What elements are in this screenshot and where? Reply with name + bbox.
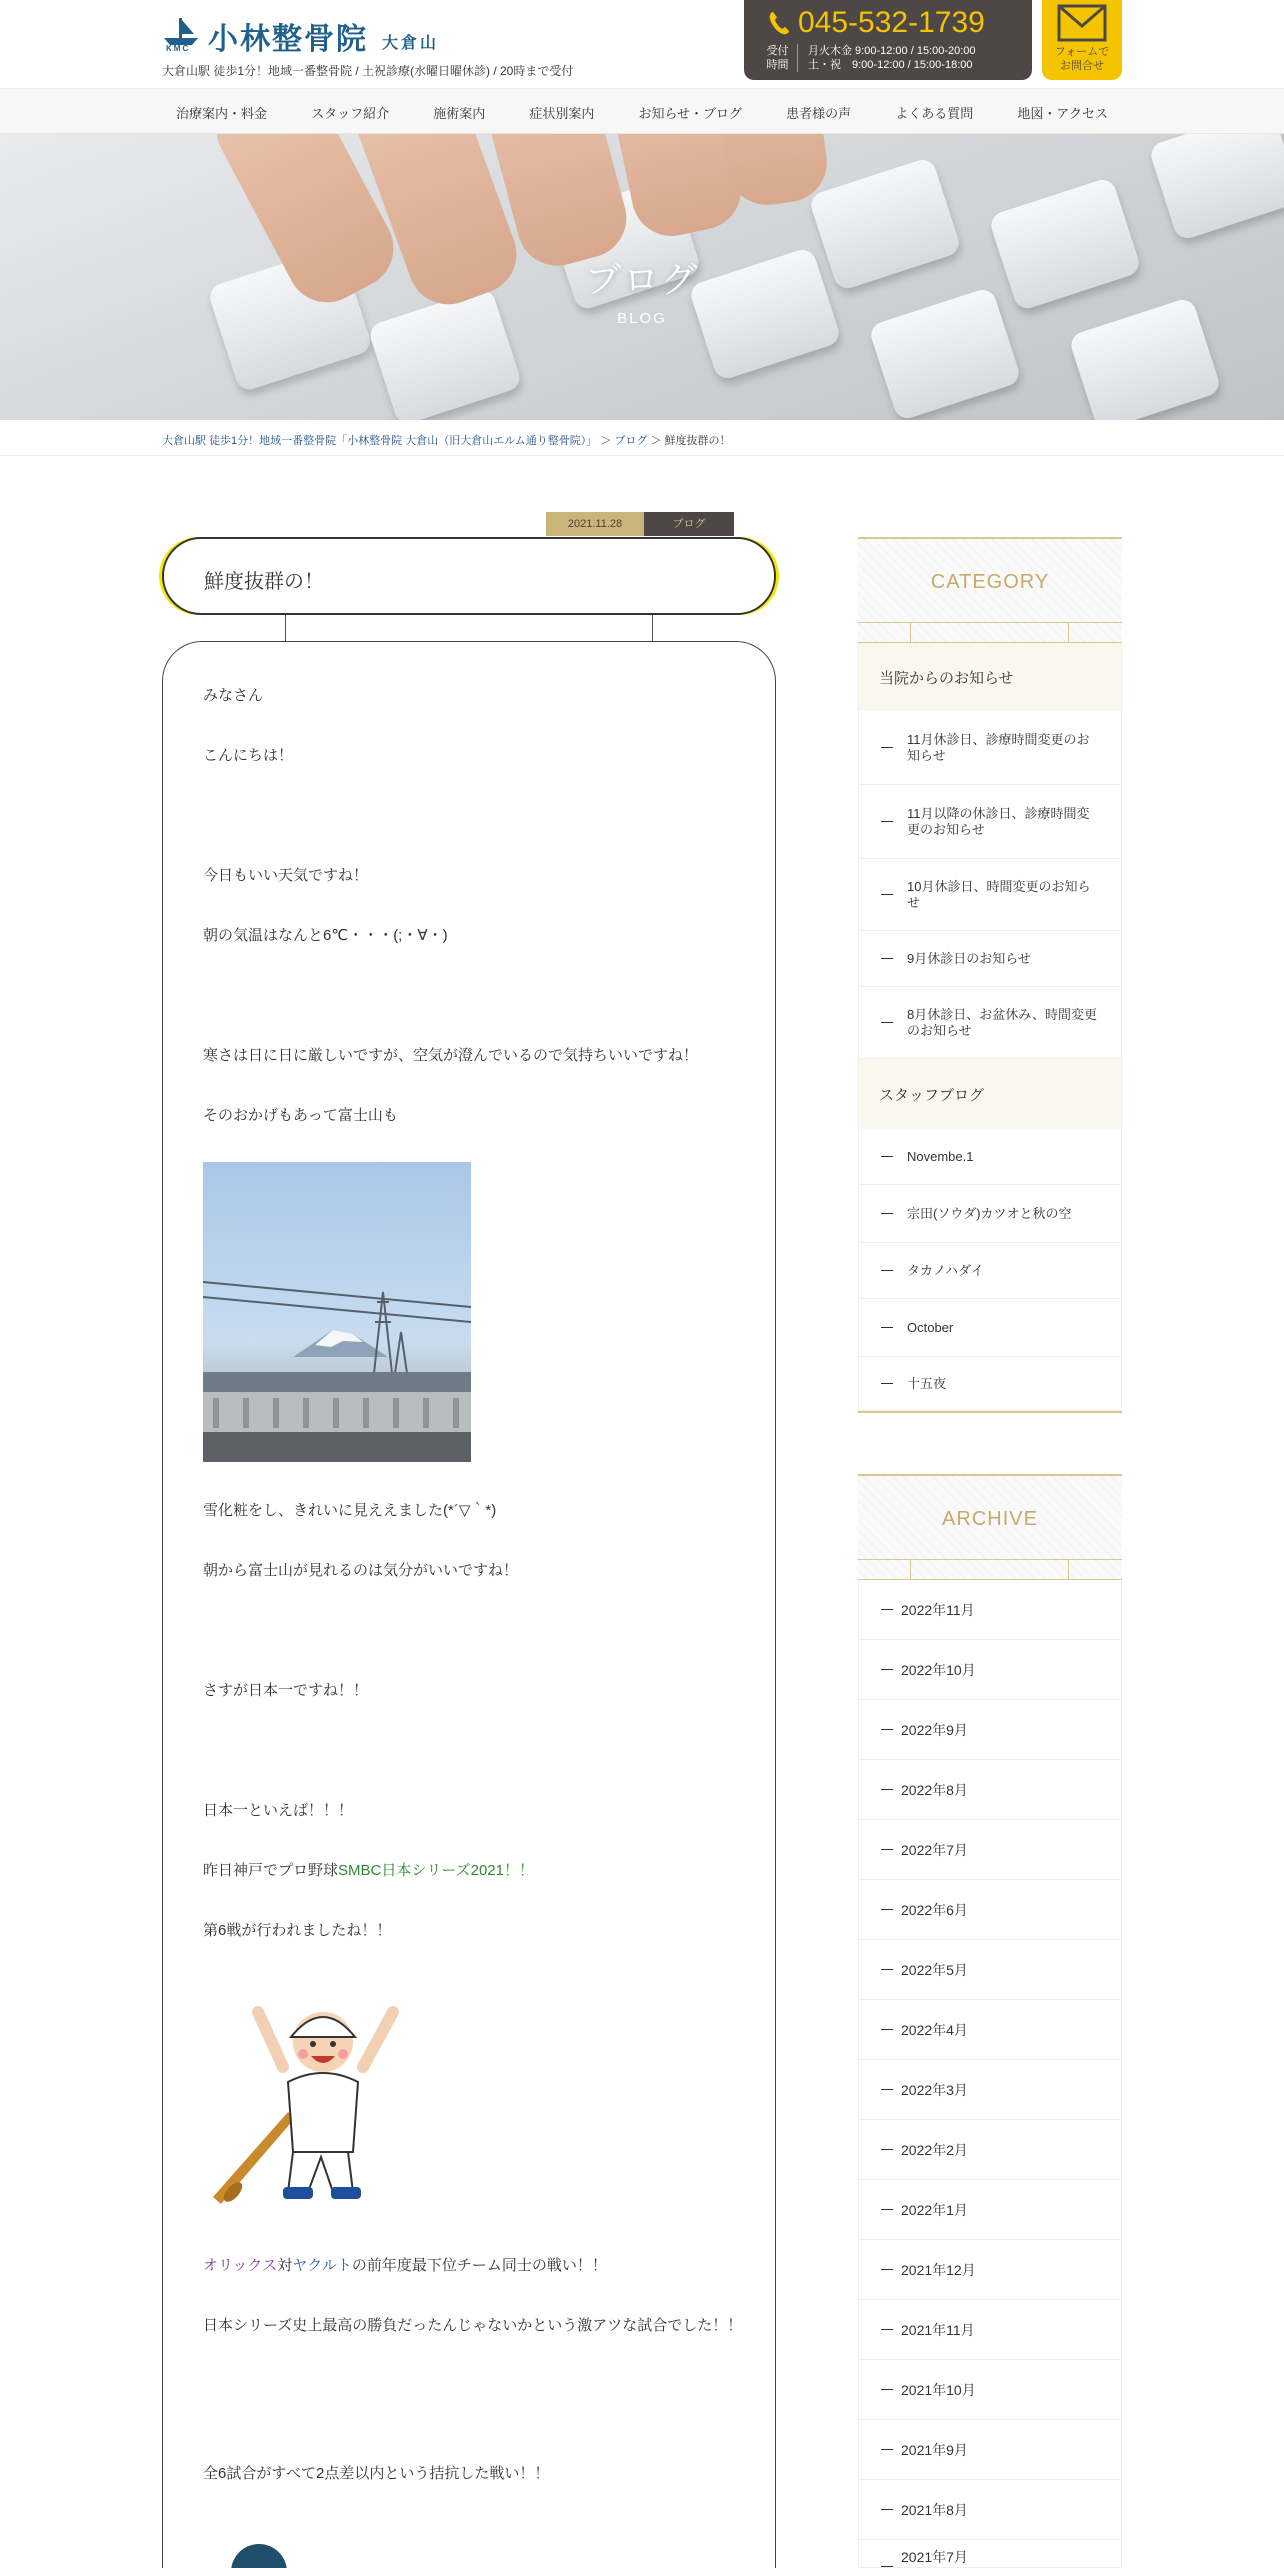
category-link-text: 宗田(ソウダ)カツオと秋の空 [907, 1205, 1072, 1221]
category-link[interactable] [858, 711, 1122, 785]
hero-banner [0, 134, 1284, 420]
connector-line [285, 615, 286, 643]
post-paragraph: 朝から富士山が見れるのは気分がいいですね！ [203, 1562, 519, 1579]
archive-link-text: 2022年1月 [901, 2201, 968, 2218]
archive-link[interactable] [858, 2300, 1122, 2360]
archive-link[interactable] [858, 1760, 1122, 1820]
site-header [0, 0, 1284, 88]
category-link[interactable] [858, 1243, 1122, 1299]
archive-link-text: 2022年11月 [901, 1601, 975, 1618]
archive-link-text: 2021年12月 [901, 2261, 976, 2278]
nav-access[interactable]: 地図・アクセス [1017, 105, 1108, 121]
archive-heading: ARCHIVE [942, 1508, 1038, 1530]
dash-icon [881, 2329, 893, 2330]
archive-link[interactable] [858, 2240, 1122, 2300]
archive-link[interactable] [858, 2480, 1122, 2540]
post-paragraph: さすが日本一ですね！！ [203, 1682, 369, 1699]
phone-box[interactable] [744, 0, 1032, 80]
archive-link[interactable] [858, 2180, 1122, 2240]
category-link[interactable] [858, 1185, 1122, 1243]
dash-icon [881, 1669, 893, 1670]
dash-icon [881, 2089, 893, 2090]
breadcrumb-separator: ＞ [647, 435, 665, 447]
dash-icon [881, 2029, 893, 2030]
category-bottom-rule [858, 1411, 1122, 1413]
archive-link[interactable] [858, 1700, 1122, 1760]
archive-link[interactable] [858, 2000, 1122, 2060]
category-link-text: 11月以降の休診日、診療時間変更のお知らせ [907, 805, 1090, 837]
category-group-staff[interactable]: スタッフブログ [858, 1059, 1122, 1129]
main-nav [0, 88, 1284, 134]
archive-link[interactable] [858, 1640, 1122, 1700]
breadcrumb-blog[interactable]: ブログ [614, 435, 648, 447]
breadcrumb-separator: ＞ [597, 435, 615, 447]
post-link-yakult[interactable]: ヤクルト [292, 2257, 352, 2274]
category-link-text: 9月休診日のお知らせ [907, 950, 1031, 966]
archive-link-text: 2022年3月 [901, 2081, 968, 2098]
post-paragraph: 日本一といえば！！！ [203, 1802, 354, 1819]
hours-weekend: 土・祝 9:00-12:00 / 15:00-18:00 [808, 59, 973, 71]
post-title-box [162, 537, 776, 615]
hero-title: ブログ [584, 259, 699, 300]
dash-icon [881, 2149, 893, 2150]
archive-link-text: 2022年2月 [901, 2141, 968, 2158]
dash-icon [881, 1156, 893, 1157]
post-paragraph: こんにちは！ [203, 747, 294, 764]
archive-link[interactable] [858, 2120, 1122, 2180]
dash-icon [881, 1383, 893, 1384]
archive-link-text: 2022年4月 [901, 2021, 968, 2038]
dash-icon [881, 1213, 893, 1214]
post-text: 昨日神戸でプロ野球 [203, 1862, 339, 1879]
post-link[interactable]: SMBC日本シリーズ2021！！ [338, 1862, 534, 1879]
post-paragraph: みなさん [203, 687, 264, 704]
archive-link-text: 2021年11月 [901, 2321, 975, 2338]
post-paragraph: 第6戦が行われましたね！！ [203, 1922, 392, 1939]
post-text: の前年度最下位チーム同士の戦い！！ [351, 2257, 607, 2274]
category-link-text: 8月休診日、お盆休み、時間変更のお知らせ [907, 1006, 1098, 1038]
breadcrumb-home[interactable]: 大倉山駅 徒歩1分！地域一番整骨院「小林整骨院 大倉山（旧大倉山エルム通り整骨院）」 [162, 435, 598, 447]
archive-link[interactable] [858, 2360, 1122, 2420]
dash-icon [881, 1270, 893, 1271]
dash-icon [881, 747, 893, 748]
dash-icon [881, 1909, 893, 1910]
dash-icon [881, 2449, 893, 2450]
post-paragraph: 寒さは日に日に厳しいですが、空気が澄んでいるので気持ちいいですね！ [203, 1047, 699, 1064]
category-link[interactable] [858, 1357, 1122, 1411]
archive-tabs [858, 1560, 1122, 1580]
dash-icon [881, 894, 893, 895]
dash-icon [881, 2209, 893, 2210]
nav-testimonials[interactable]: 患者様の声 [786, 105, 852, 121]
connector-line [652, 615, 653, 643]
post-text: 対 [277, 2257, 293, 2274]
dash-icon [881, 1969, 893, 1970]
archive-link-text: 2022年7月 [901, 1841, 968, 1858]
archive-link[interactable] [858, 2420, 1122, 2480]
post-meta [546, 512, 734, 536]
category-link-text: 十五夜 [907, 1375, 947, 1391]
post-link-orix[interactable]: オリックス [203, 2257, 278, 2274]
phone-icon [768, 10, 790, 36]
category-link[interactable] [858, 859, 1122, 931]
post-paragraph: 雪化粧をし、きれいに見ええました(*´▽｀*) [203, 1502, 497, 1519]
dash-icon [881, 1789, 893, 1790]
archive-link-text: 2021年9月 [901, 2441, 968, 2458]
archive-link-text: 2021年8月 [901, 2501, 968, 2518]
category-link-text: 10月休診日、時間変更のお知らせ [907, 878, 1091, 910]
hours-label-1: 受付 [766, 45, 789, 57]
post-paragraph: 日本シリーズ史上最高の勝負だったんじゃないかという激アツな試合でした！！ [203, 2317, 743, 2334]
post-title: 鮮度抜群の！ [204, 571, 324, 593]
post-body [162, 641, 776, 2568]
phone-number[interactable]: 045-532-1739 [798, 6, 985, 39]
archive-link-text: 2022年8月 [901, 1781, 968, 1798]
archive-link-text: 2022年5月 [901, 1961, 968, 1978]
archive-link[interactable] [858, 2540, 1122, 2568]
contact-form-label-2: お問合せ [1060, 60, 1104, 72]
mount-fuji-photo [203, 1162, 471, 1462]
category-link-text: October [907, 1319, 954, 1335]
baseball-player-illustration [203, 1992, 433, 2222]
dash-icon [881, 2269, 893, 2270]
dash-icon [881, 1609, 893, 1610]
archive-link-text: 2022年9月 [901, 1721, 968, 1738]
archive-heading-box [858, 1474, 1122, 1560]
hero-subtitle: BLOG [617, 310, 667, 327]
post-paragraph: そのおかげもあって富士山も [203, 1107, 398, 1124]
category-link[interactable] [858, 931, 1122, 987]
nav-faq[interactable]: よくある質問 [895, 105, 974, 121]
category-link[interactable] [858, 785, 1122, 859]
dash-icon [881, 1327, 893, 1328]
category-tabs [858, 623, 1122, 643]
logo-location: 大倉山 [382, 34, 440, 52]
post-paragraph: 朝の気温はなんと6℃・・・(;・∀・) [203, 927, 448, 944]
post-date: 2021.11.28 [546, 512, 644, 536]
category-link[interactable] [858, 1299, 1122, 1357]
nav-services[interactable]: 施術案内 [433, 105, 486, 121]
post-paragraph [203, 2252, 743, 2280]
archive-link[interactable] [858, 1820, 1122, 1880]
archive-link-text: 2022年6月 [901, 1901, 968, 1918]
nav-news-blog[interactable]: お知らせ・ブログ [638, 105, 743, 121]
hours-weekday: 月火木金 9:00-12:00 / 15:00-20:00 [808, 45, 976, 57]
category-link-text: Novembe.1 [907, 1148, 974, 1164]
breadcrumb [0, 420, 1284, 456]
dash-icon [881, 2509, 893, 2510]
archive-link[interactable] [858, 2060, 1122, 2120]
category-heading-box [858, 537, 1122, 623]
logo-initials: KMC [166, 44, 191, 53]
archive-link[interactable] [858, 1940, 1122, 2000]
archive-link[interactable] [858, 1580, 1122, 1640]
hours-label-2: 時間 [766, 59, 789, 71]
category-link-text: 11月休診日、診療時間変更のお知らせ [907, 731, 1090, 763]
archive-link-text: 2021年7月 [901, 2549, 968, 2565]
envelope-icon [1057, 4, 1107, 42]
post-paragraph [203, 1857, 743, 1885]
nav-treatment-fees[interactable]: 治療案内・料金 [176, 105, 268, 121]
dash-icon [881, 1729, 893, 1730]
archive-link[interactable] [858, 1880, 1122, 1940]
category-link-text: タカノハダイ [907, 1262, 984, 1278]
archive-link-text: 2021年10月 [901, 2381, 976, 2398]
nav-staff[interactable]: スタッフ紹介 [311, 105, 390, 121]
post-category[interactable]: ブログ [644, 512, 734, 536]
tagline: 大倉山駅 徒歩1分！地域一番整骨院 / 土祝診療(水曜日曜休診) / 20時まで受付 [162, 64, 574, 78]
dash-icon [881, 2389, 893, 2390]
site-logo[interactable] [162, 14, 439, 58]
dash-icon [881, 958, 893, 959]
breadcrumb-current: 鮮度抜群の！ [664, 435, 731, 447]
dash-icon [881, 2566, 893, 2567]
category-heading: CATEGORY [930, 571, 1050, 593]
category-group-clinic[interactable]: 当院からのお知らせ [858, 643, 1122, 711]
nav-symptoms[interactable]: 症状別案内 [529, 105, 595, 121]
ball-icon [229, 2542, 289, 2568]
dash-icon [881, 821, 893, 822]
contact-form-label-1: フォームで [1054, 46, 1110, 58]
archive-link-text: 2022年10月 [901, 1661, 976, 1678]
contact-form-button[interactable] [1042, 0, 1122, 80]
post-paragraph: 全6試合がすべて2点差以内という拮抗した戦い！！ [203, 2465, 550, 2482]
category-link[interactable] [858, 1129, 1122, 1185]
logo-name: 小林整骨院 [208, 23, 368, 56]
post-paragraph: 今日もいい天気ですね！ [203, 867, 369, 884]
dash-icon [881, 1849, 893, 1850]
category-link[interactable] [858, 987, 1122, 1059]
dash-icon [881, 1022, 893, 1023]
